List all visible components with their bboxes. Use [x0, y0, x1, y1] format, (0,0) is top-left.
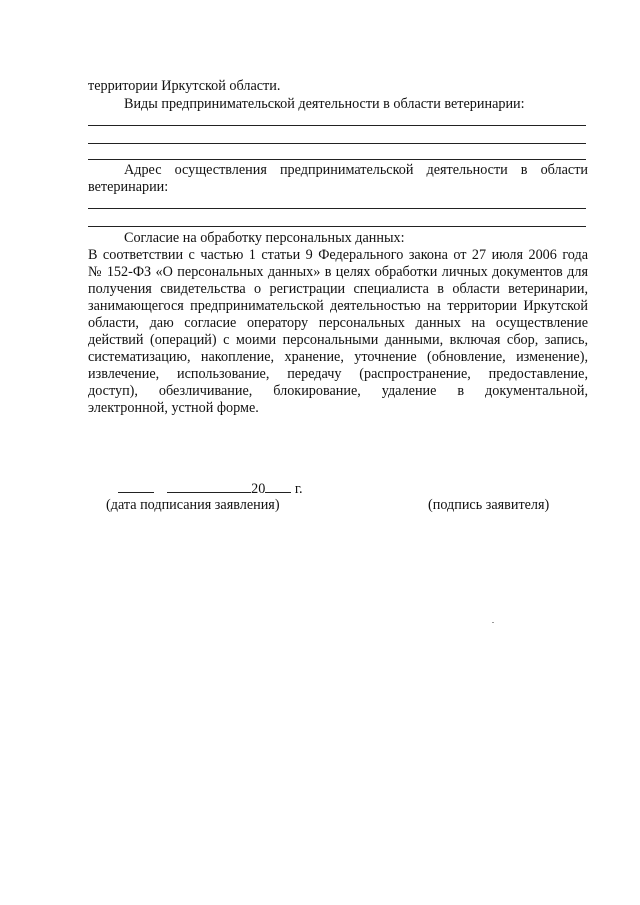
blank-line-1	[88, 125, 586, 126]
consent-line: получения свидетельства о регистрации специалиста в области ветеринарии,	[88, 281, 588, 297]
consent-line: № 152-ФЗ «О персональных данных» в целях обработки личных документов для	[88, 264, 588, 280]
blank-line-3	[88, 159, 586, 160]
text-line-business-types: Виды предпринимательской деятельности в области ветеринарии:	[124, 96, 525, 112]
date-signature-row	[118, 480, 303, 498]
date-year-blank	[265, 480, 291, 493]
blank-line-4	[88, 208, 586, 209]
consent-line: В соответствии с частью 1 статьи 9 Федерального закона от 27 июля 2006 года	[88, 247, 588, 263]
consent-line: систематизацию, накопление, хранение, уточнение (обновление, изменение),	[88, 349, 588, 365]
consent-line: доступ), обезличивание, блокирование, удаление в документальной,	[88, 383, 588, 399]
consent-line: занимающегося предпринимательской деятельностью на территории Иркутской	[88, 298, 588, 314]
text-line-address-cont: ветеринарии:	[88, 179, 169, 195]
signature-caption: (подпись заявителя)	[428, 497, 550, 513]
consent-line: действий (операций) с моими персональными данными, включая сбор, запись,	[88, 332, 588, 348]
scan-speck	[492, 622, 494, 623]
consent-line: извлечение, использование, передачу (распространение, предоставление,	[88, 366, 588, 382]
consent-line: электронной, устной форме.	[88, 400, 259, 416]
year-suffix: г.	[294, 481, 303, 497]
year-prefix: 20	[251, 481, 266, 497]
text-line-territory: территории Иркутской области.	[88, 78, 281, 94]
blank-line-5	[88, 226, 586, 227]
blank-line-2	[88, 143, 586, 144]
consent-line: области, даю согласие оператору персональных данных на осуществление	[88, 315, 588, 331]
date-caption: (дата подписания заявления)	[106, 497, 280, 513]
text-line-address: Адрес осуществления предпринимательской деятельности в области	[124, 162, 588, 178]
consent-title: Согласие на обработку персональных данных:	[124, 230, 405, 246]
date-day-blank	[118, 480, 154, 493]
date-month-blank	[167, 480, 251, 493]
